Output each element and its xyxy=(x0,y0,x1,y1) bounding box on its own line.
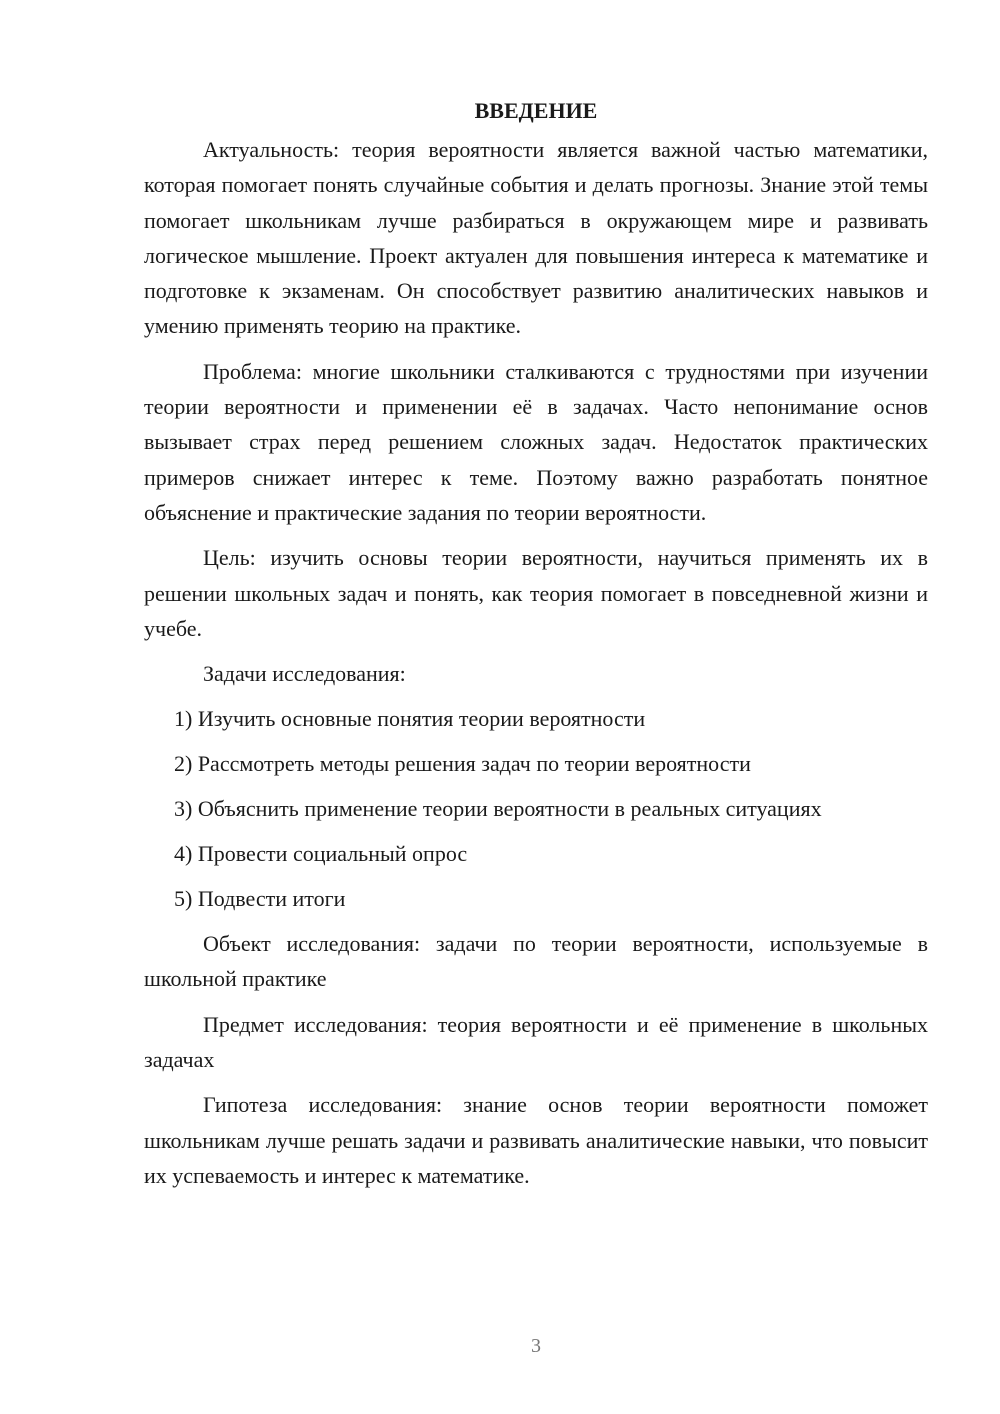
paragraph-problem: Проблема: многие школьники сталкиваются с трудностями при изучении теории вероятности и применении её в задачах. Часто непонимание основ вызывает страх перед решением сложных задач. Недостаток практических примеров снижает интерес к теме. Поэтому важно разработать понятное объяснение и практические задания по теории вероятности. xyxy=(144,358,928,525)
paragraph-object: Объект исследования: задачи по теории вероятности, используемые в школьной практике xyxy=(144,931,928,992)
task-item: 5) Подвести итоги xyxy=(174,886,346,912)
paragraph-subject: Предмет исследования: теория вероятности и её применение в школьных задачах xyxy=(144,1011,928,1073)
paragraph-goal: Цель: изучить основы теории вероятности, научиться применять их в решении школьных задач и понять, как теория помогает в повседневной жизни и учебе. xyxy=(144,545,928,641)
task-item: 2) Рассмотреть методы решения задач по теории вероятности xyxy=(174,751,751,777)
task-list xyxy=(144,701,928,916)
task-item: 1) Изучить основные понятия теории вероятности xyxy=(174,706,646,732)
page-content xyxy=(144,96,928,1193)
task-item: 3) Объяснить применение теории вероятности в реальных ситуациях xyxy=(174,796,822,822)
page-number: 3 xyxy=(531,1335,541,1357)
task-item: 4) Провести социальный опрос xyxy=(174,841,468,867)
paragraph-relevance: Актуальность: теория вероятности является важной частью математики, которая помогает понять случайные события и делать прогнозы. Знание этой темы помогает школьникам лучше разбираться в окружающем мире и развивать логическое мышление. Проект актуален для повышения интереса к математике и подготовке к экзаменам. Он способствует развитию аналитических навыков и умению применять теорию на практике. xyxy=(144,137,928,339)
paragraph-hypothesis: Гипотеза исследования: знание основ теории вероятности поможет школьникам лучше решать задачи и развивать аналитические навыки, что повысит их успеваемость и интерес к математике. xyxy=(144,1092,928,1188)
tasks-heading: Задачи исследования: xyxy=(203,661,406,687)
page-title: ВВЕДЕНИЕ xyxy=(474,98,598,123)
